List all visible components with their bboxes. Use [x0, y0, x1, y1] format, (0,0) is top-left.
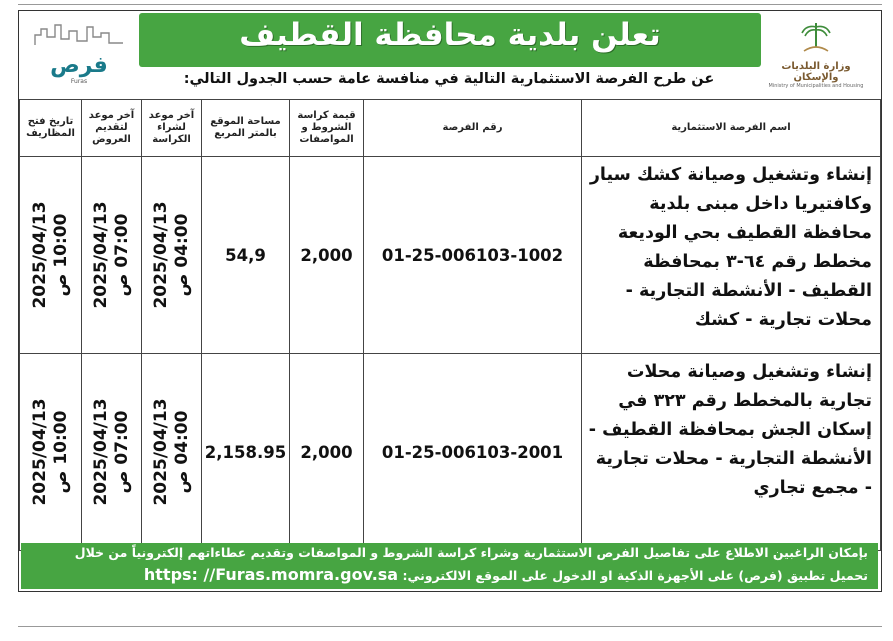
col-open-date: تاريخ فتح المظاريف	[20, 100, 82, 157]
submit-date: 2025/04/13	[90, 398, 111, 506]
ministry-logo	[758, 17, 874, 93]
submit-cell	[82, 157, 142, 354]
open-date: 2025/04/13	[29, 398, 50, 506]
table-row	[20, 157, 881, 354]
title-banner	[139, 13, 761, 67]
furas-logo	[25, 17, 133, 93]
area-value: 54,9	[202, 157, 290, 354]
open-time: 10:00 ص	[50, 213, 71, 297]
ministry-logo-name: وزارة البلديات والإسكان	[781, 61, 851, 83]
price-value: 2,000	[290, 157, 364, 354]
opportunity-name: إنشاء وتشغيل وصيانة محلات تجارية بالمخطط رقم ٣٢٣ في إسكان الجش بمحافظة القطيف - الأنشطة التجارية - محلات تجارية - مجمع تجاري	[582, 354, 881, 551]
area-value: 2,158.95	[202, 354, 290, 551]
purchase-cell	[142, 354, 202, 551]
purchase-date: 2025/04/13	[150, 201, 171, 309]
page-subtitle: عن طرح الفرصة الاستثمارية التالية في منافسة عامة حسب الجدول التالي:	[183, 71, 715, 87]
purchase-cell	[142, 157, 202, 354]
table-row	[20, 354, 881, 551]
palm-swords-icon	[796, 17, 836, 57]
open-cell	[20, 354, 82, 551]
submit-time: 07:00 ص	[111, 410, 132, 494]
footer-instruction: تحميل تطبيق (فرص) على الأجهزة الذكية او الدخول على الموقع الالكتروني:	[402, 568, 868, 583]
announcement-header	[19, 11, 880, 99]
table-header-row	[20, 100, 881, 157]
col-name: اسم الفرصة الاستثمارية	[582, 100, 881, 157]
open-cell	[20, 157, 82, 354]
col-price: قيمة كراسة الشروط و المواصفات	[290, 100, 364, 157]
ministry-logo-sub: Ministry of Municipalities and Housing	[768, 83, 864, 89]
submit-cell	[82, 354, 142, 551]
footer-banner	[21, 543, 878, 589]
purchase-time: 04:00 ص	[171, 213, 192, 297]
purchase-time: 04:00 ص	[171, 410, 192, 494]
price-value: 2,000	[290, 354, 364, 551]
website-link[interactable]: https: //Furas.momra.gov.sa	[143, 565, 399, 584]
col-submit-deadline: آخر موعد لتقديم العروض	[82, 100, 142, 157]
submit-date: 2025/04/13	[90, 201, 111, 309]
page-title: تعلن بلدية محافظة القطيف	[239, 17, 661, 53]
bottom-rule	[18, 626, 882, 627]
footer-line-2	[27, 565, 868, 584]
top-rule	[18, 4, 882, 5]
col-number: رقم الفرصة	[364, 100, 582, 157]
open-date: 2025/04/13	[29, 201, 50, 309]
submit-time: 07:00 ص	[111, 213, 132, 297]
open-time: 10:00 ص	[50, 410, 71, 494]
purchase-date: 2025/04/13	[150, 398, 171, 506]
opportunities-table	[19, 99, 881, 551]
col-area: مساحة الموقع بالمتر المربع	[202, 100, 290, 157]
footer-line-1: بإمكان الراغبين الاطلاع على تفاصيل الفرص الاستثمارية وشراء كراسة الشروط و المواصفات وتقديم عطاءاتهم إلكترونياً من خلال	[74, 545, 868, 560]
col-purchase-deadline: آخر موعد لشراء الكراسة	[142, 100, 202, 157]
opportunity-number: 01-25-006103-2001	[364, 354, 582, 551]
skyline-icon	[29, 17, 129, 49]
opportunity-name: إنشاء وتشغيل وصيانة كشك سيار وكافتيريا داخل مبنى بلدية محافظة القطيف بحي الوديعة مخطط رقم ٦٤-٣ بمحافظة القطيف - الأنشطة التجارية - محلات تجارية - كشك	[582, 157, 881, 354]
announcement-frame	[18, 10, 882, 592]
furas-logo-sub: Furas	[70, 78, 88, 85]
opportunity-number: 01-25-006103-1002	[364, 157, 582, 354]
furas-logo-name: فرص	[50, 53, 108, 78]
